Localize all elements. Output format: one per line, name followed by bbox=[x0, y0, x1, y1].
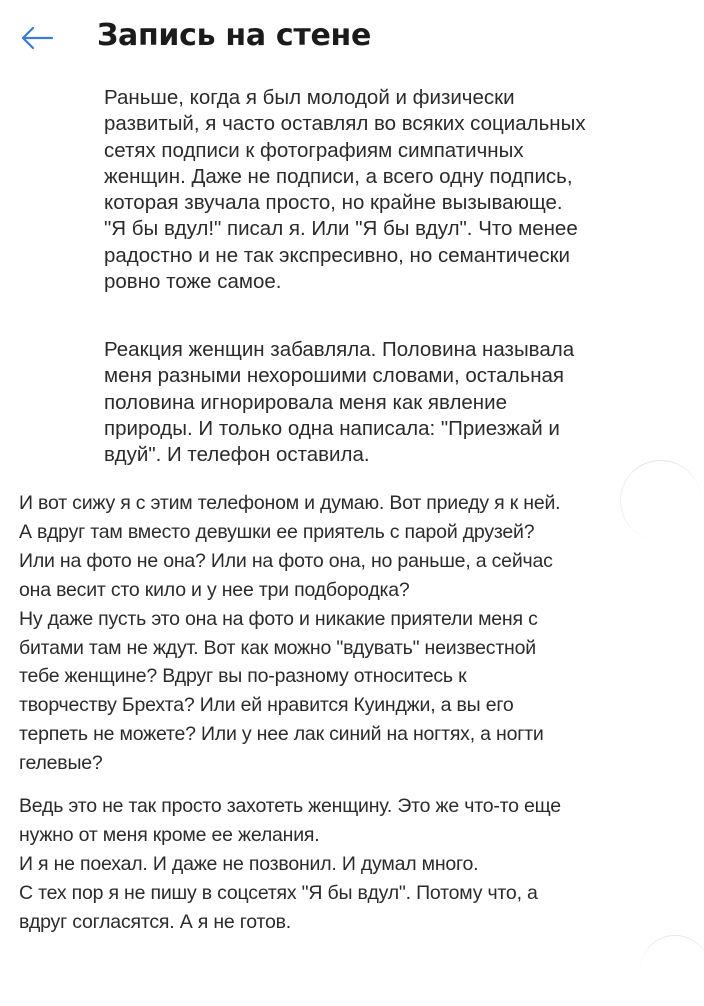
post-quote-paragraph: Раньше, когда я был молодой и физически развитый, я часто оставлял во всяких социальных сетях подписи к фотографиям симпатичных женщин. Даже не подписи, а всего одну подпись, которая звучала просто, но крайне вызывающе. "Я бы вдул!" писал я. Или "Я бы вдул". Что менее радостно и не так экспресивно, но семантически ровно тоже самое. bbox=[104, 86, 586, 294]
post-paragraph: Ведь это не так просто захотеть женщину. Это же что-то еще нужно от меня кроме ее желания. bbox=[19, 795, 561, 846]
post-paragraph: И я не поехал. И даже не позвонил. И думал много. bbox=[19, 853, 479, 875]
top-bar bbox=[0, 0, 704, 81]
page-title: Запись на стене bbox=[97, 18, 372, 53]
post-paragraph: С тех пор я не пишу в соцсетях "Я бы вдул". Потому что, а вдруг согласятся. А я не готов. bbox=[19, 882, 538, 933]
post-paragraph: И вот сижу я с этим телефоном и думаю. Вот приеду я к ней. А вдруг там вместо девушки ее приятель с парой друзей? Или на фото не она? Или на фото она, но раньше, а сейчас она весит сто кило и у нее три подбородка? Ну даже пусть это она на фото и никакие приятели меня с битами там не ждут. Вот как можно "вдувать" неизвестной тебе женщине? Вдруг вы по-разному относитесь к творчеству Брехта? Или ей нравится Куинджи, а вы его терпеть не можете? Или у нее лак синий на ногтях, а ногти гелевые? bbox=[19, 492, 561, 775]
arrow-left-icon bbox=[20, 26, 54, 50]
decorative-arc bbox=[640, 935, 704, 1006]
post-body bbox=[0, 80, 704, 949]
back-button[interactable] bbox=[14, 18, 60, 58]
post-quote-paragraph: Реакция женщин забавляла. Половина называла меня разными нехорошими словами, остальная половина игнорировала меня как явление природы. И только одна написала: "Приезжай и вдуй". И телефон оставила. bbox=[104, 338, 575, 467]
